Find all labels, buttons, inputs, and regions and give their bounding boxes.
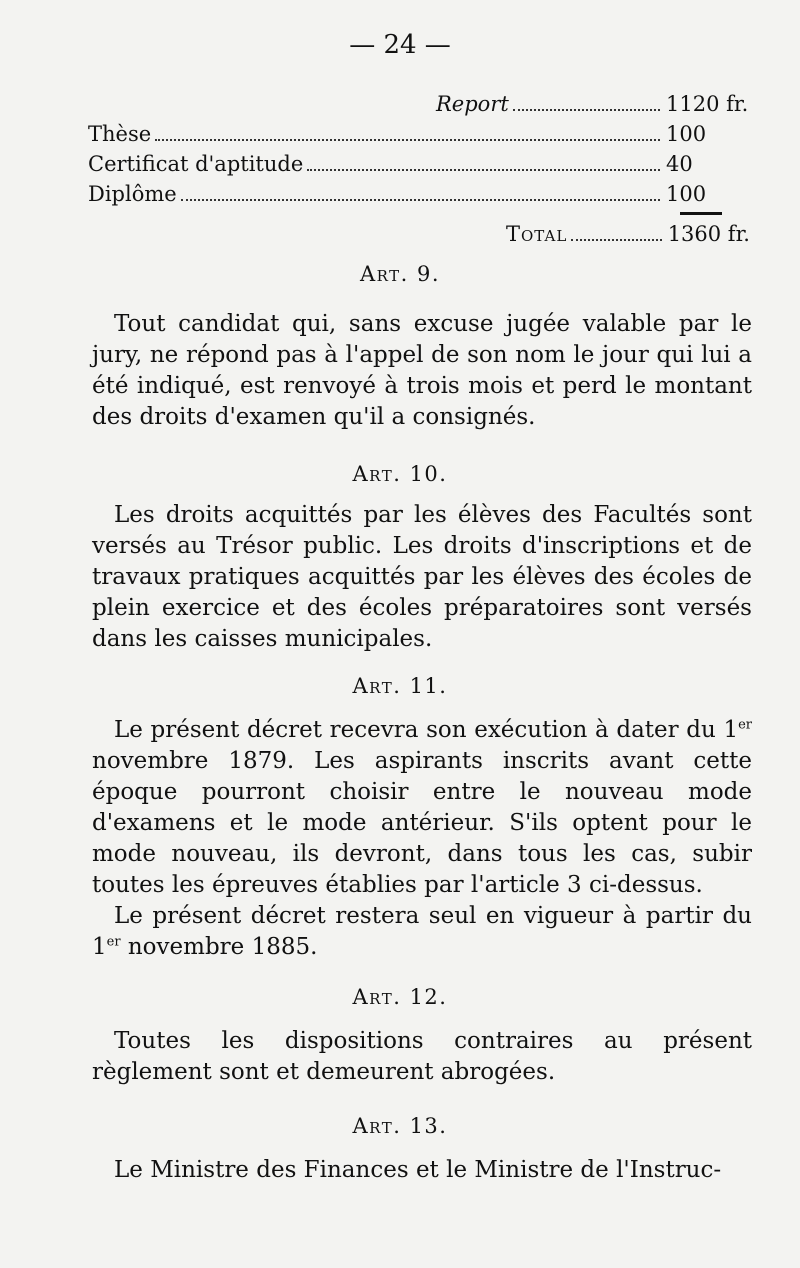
total-amount: 1360 fr. bbox=[667, 222, 750, 246]
total-label: Total bbox=[506, 222, 568, 246]
paragraph: Tout candidat qui, sans excuse jugée valable par le jury, ne répond pas à l'appel de son nom le jour qui lui a été indiqué, est renvoyé à trois mois et perd le montant des droits d'examen qu'il a consignés. bbox=[92, 311, 752, 430]
article-heading: Art. 12. bbox=[352, 985, 448, 1009]
dot-leader bbox=[571, 239, 661, 241]
fee-label: Diplôme bbox=[88, 182, 177, 206]
fee-amount: 40 bbox=[666, 152, 693, 176]
paragraph: Les droits acquittés par les élèves des Facultés sont versés au Trésor public. Les droits d'inscriptions et de travaux pratiques acquittés par les élèves des écoles de plein exercice et des écoles préparatoires sont versés dans les caisses municipales. bbox=[92, 502, 752, 652]
article-text bbox=[92, 1026, 752, 1088]
article-heading: Art. 11. bbox=[352, 674, 448, 698]
paragraph bbox=[92, 715, 752, 901]
fee-amount: 100 bbox=[666, 122, 707, 146]
article-text bbox=[92, 1155, 752, 1186]
sum-rule bbox=[680, 212, 722, 215]
report-amount: 1120 fr. bbox=[666, 92, 749, 116]
fee-label: Thèse bbox=[88, 122, 152, 146]
article-heading: Art. 10. bbox=[352, 462, 448, 486]
paragraph bbox=[92, 901, 752, 963]
fee-label: Certificat d'aptitude bbox=[88, 152, 304, 176]
article-heading: Art. 13. bbox=[352, 1114, 448, 1138]
paragraph: Le Ministre des Finances et le Ministre de l'Instruc- bbox=[114, 1157, 722, 1183]
fee-table bbox=[88, 92, 750, 212]
fee-row bbox=[88, 182, 750, 212]
fee-row bbox=[88, 152, 750, 182]
page-number: — 24 — bbox=[349, 30, 451, 60]
superscript: er bbox=[738, 717, 752, 733]
text-run: Le présent décret restera seul en vigueur à partir du 1 bbox=[92, 903, 752, 960]
article-text bbox=[92, 309, 752, 433]
article-text bbox=[92, 715, 752, 963]
superscript: er bbox=[106, 934, 121, 950]
text-run: novembre 1879. Les aspirants inscrits avant cette époque pourront choisir entre le nouveau mode d'examens et le mode antérieur. S'ils optent pour le mode nouveau, ils devront, dans tous les cas, subir toutes les épreuves établies par l'article 3 ci-dessus. bbox=[92, 748, 752, 898]
dot-leader bbox=[307, 169, 660, 171]
article-heading: Art. 9. bbox=[359, 262, 441, 286]
text-run: novembre 1885. bbox=[120, 934, 318, 960]
text-run: Le présent décret recevra son exécution à dater du 1 bbox=[114, 717, 739, 743]
paragraph: Toutes les dispositions contraires au présent règlement sont et demeurent abrogées. bbox=[92, 1028, 752, 1085]
fee-amount: 100 bbox=[666, 182, 707, 206]
article-text bbox=[92, 500, 752, 655]
fee-total-row bbox=[506, 222, 750, 247]
fee-row bbox=[88, 122, 750, 152]
fee-row-report bbox=[88, 92, 750, 122]
report-label: Report bbox=[436, 92, 509, 116]
dot-leader bbox=[155, 139, 660, 141]
dot-leader bbox=[513, 109, 660, 111]
dot-leader bbox=[181, 199, 660, 201]
